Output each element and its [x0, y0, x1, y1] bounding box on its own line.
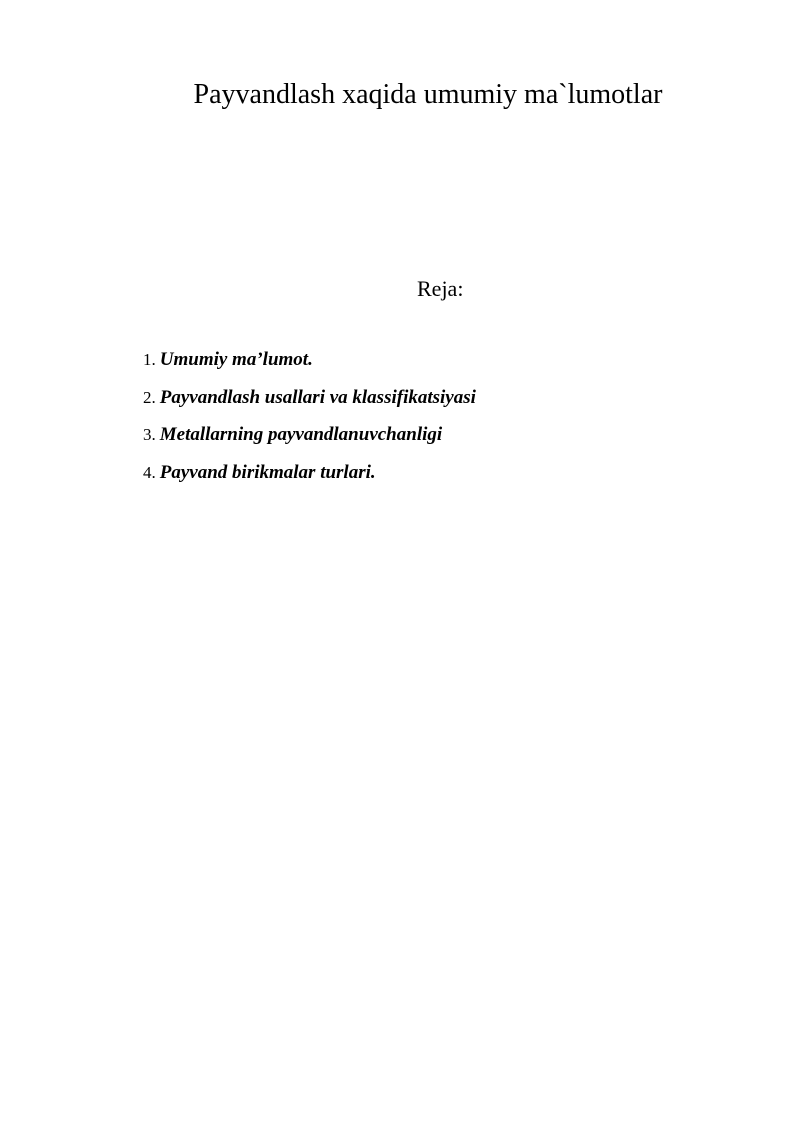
document-title: Payvandlash xaqida umumiy ma`lumotlar [193, 79, 663, 110]
plan-item [143, 384, 476, 422]
plan-list [143, 346, 476, 496]
plan-item-text: Payvand birikmalar turlari. [159, 461, 376, 483]
plan-item-text: Payvandlash usallari va klassifikatsiyasi [159, 386, 476, 408]
plan-heading: Reja: [417, 276, 464, 301]
plan-item-text: Umumiy ma’lumot. [159, 349, 313, 370]
plan-item [143, 421, 476, 459]
plan-item-number: 4. [143, 462, 156, 482]
plan-item-number: 2. [143, 387, 156, 407]
plan-item-text: Metallarning payvandlanuvchanligi [159, 424, 443, 445]
plan-item [143, 346, 476, 384]
plan-item-number: 3. [143, 425, 156, 444]
plan-item [143, 459, 476, 497]
plan-item-number: 1. [143, 350, 156, 369]
